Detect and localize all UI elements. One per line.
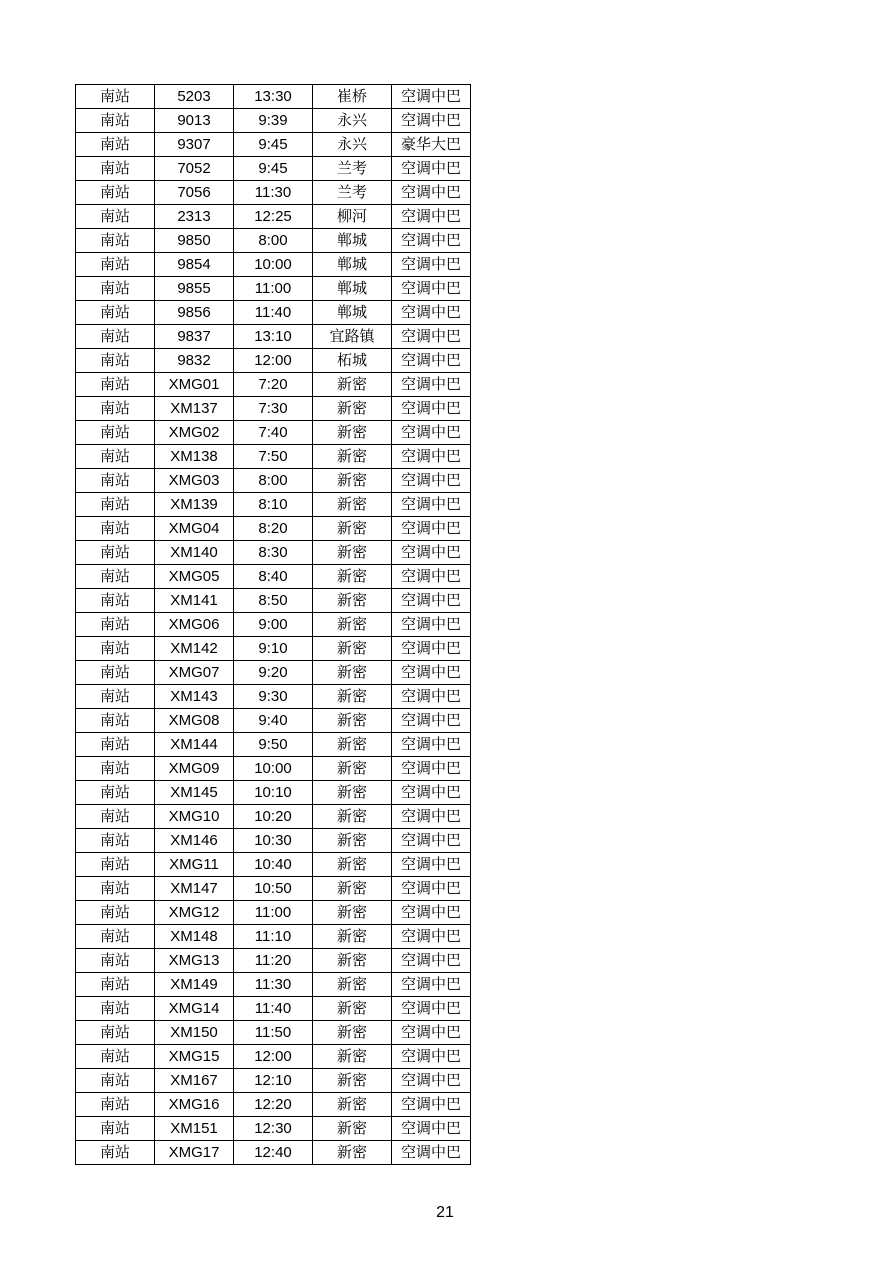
departure-time-cell: 8:10 (234, 493, 313, 517)
bus-type-cell: 空调中巴 (392, 805, 471, 829)
destination-cell: 新密 (313, 1117, 392, 1141)
destination-cell: 郸城 (313, 301, 392, 325)
departure-time-cell: 11:50 (234, 1021, 313, 1045)
bus-type-cell: 空调中巴 (392, 349, 471, 373)
destination-cell: 新密 (313, 733, 392, 757)
bus-number-cell: XM142 (155, 637, 234, 661)
bus-number-cell: XMG05 (155, 565, 234, 589)
destination-cell: 崔桥 (313, 85, 392, 109)
bus-type-cell: 空调中巴 (392, 157, 471, 181)
departure-time-cell: 11:40 (234, 301, 313, 325)
bus-number-cell: XM147 (155, 877, 234, 901)
bus-number-cell: 2313 (155, 205, 234, 229)
destination-cell: 新密 (313, 1045, 392, 1069)
table-row (76, 1021, 471, 1045)
destination-cell: 新密 (313, 829, 392, 853)
departure-time-cell: 9:45 (234, 133, 313, 157)
station-cell: 南站 (76, 661, 155, 685)
destination-cell: 新密 (313, 709, 392, 733)
table-row (76, 613, 471, 637)
bus-number-cell: XM141 (155, 589, 234, 613)
destination-cell: 新密 (313, 925, 392, 949)
bus-number-cell: 9837 (155, 325, 234, 349)
bus-number-cell: XMG12 (155, 901, 234, 925)
departure-time-cell: 11:10 (234, 925, 313, 949)
bus-type-cell: 空调中巴 (392, 253, 471, 277)
departure-time-cell: 9:00 (234, 613, 313, 637)
station-cell: 南站 (76, 397, 155, 421)
departure-time-cell: 8:00 (234, 469, 313, 493)
departure-time-cell: 7:40 (234, 421, 313, 445)
departure-time-cell: 9:50 (234, 733, 313, 757)
bus-number-cell: 9832 (155, 349, 234, 373)
bus-type-cell: 空调中巴 (392, 757, 471, 781)
bus-number-cell: XMG13 (155, 949, 234, 973)
table-row (76, 781, 471, 805)
table-row (76, 973, 471, 997)
bus-type-cell: 空调中巴 (392, 781, 471, 805)
destination-cell: 新密 (313, 757, 392, 781)
bus-number-cell: XM150 (155, 1021, 234, 1045)
station-cell: 南站 (76, 157, 155, 181)
departure-time-cell: 11:00 (234, 277, 313, 301)
table-row (76, 637, 471, 661)
table-row (76, 901, 471, 925)
station-cell: 南站 (76, 421, 155, 445)
table-row (76, 421, 471, 445)
station-cell: 南站 (76, 805, 155, 829)
bus-number-cell: 7052 (155, 157, 234, 181)
destination-cell: 宜路镇 (313, 325, 392, 349)
station-cell: 南站 (76, 1021, 155, 1045)
bus-type-cell: 空调中巴 (392, 469, 471, 493)
station-cell: 南站 (76, 205, 155, 229)
bus-number-cell: 5203 (155, 85, 234, 109)
bus-type-cell: 空调中巴 (392, 925, 471, 949)
table-row (76, 757, 471, 781)
departure-time-cell: 12:10 (234, 1069, 313, 1093)
destination-cell: 新密 (313, 781, 392, 805)
bus-number-cell: 9307 (155, 133, 234, 157)
bus-type-cell: 空调中巴 (392, 421, 471, 445)
destination-cell: 新密 (313, 397, 392, 421)
station-cell: 南站 (76, 1069, 155, 1093)
bus-type-cell: 空调中巴 (392, 205, 471, 229)
bus-number-cell: XMG14 (155, 997, 234, 1021)
destination-cell: 新密 (313, 949, 392, 973)
destination-cell: 兰考 (313, 157, 392, 181)
table-row (76, 541, 471, 565)
bus-type-cell: 空调中巴 (392, 733, 471, 757)
station-cell: 南站 (76, 733, 155, 757)
bus-type-cell: 空调中巴 (392, 229, 471, 253)
station-cell: 南站 (76, 901, 155, 925)
bus-number-cell: XMG17 (155, 1141, 234, 1165)
station-cell: 南站 (76, 277, 155, 301)
bus-number-cell: 9013 (155, 109, 234, 133)
destination-cell: 新密 (313, 517, 392, 541)
destination-cell: 郸城 (313, 277, 392, 301)
destination-cell: 新密 (313, 1141, 392, 1165)
station-cell: 南站 (76, 85, 155, 109)
destination-cell: 新密 (313, 685, 392, 709)
destination-cell: 新密 (313, 589, 392, 613)
bus-schedule-table (75, 84, 471, 1165)
station-cell: 南站 (76, 301, 155, 325)
station-cell: 南站 (76, 541, 155, 565)
departure-time-cell: 10:00 (234, 253, 313, 277)
bus-type-cell: 空调中巴 (392, 1069, 471, 1093)
station-cell: 南站 (76, 685, 155, 709)
departure-time-cell: 13:30 (234, 85, 313, 109)
table-row (76, 493, 471, 517)
bus-number-cell: XMG11 (155, 853, 234, 877)
destination-cell: 新密 (313, 1069, 392, 1093)
table-row (76, 1069, 471, 1093)
departure-time-cell: 13:10 (234, 325, 313, 349)
bus-type-cell: 空调中巴 (392, 445, 471, 469)
station-cell: 南站 (76, 253, 155, 277)
departure-time-cell: 11:30 (234, 181, 313, 205)
table-row (76, 853, 471, 877)
station-cell: 南站 (76, 181, 155, 205)
station-cell: 南站 (76, 997, 155, 1021)
station-cell: 南站 (76, 445, 155, 469)
bus-type-cell: 空调中巴 (392, 1021, 471, 1045)
bus-type-cell: 空调中巴 (392, 517, 471, 541)
bus-number-cell: XM143 (155, 685, 234, 709)
station-cell: 南站 (76, 925, 155, 949)
table-row (76, 349, 471, 373)
table-row (76, 685, 471, 709)
bus-type-cell: 空调中巴 (392, 637, 471, 661)
departure-time-cell: 7:50 (234, 445, 313, 469)
table-row (76, 445, 471, 469)
bus-type-cell: 空调中巴 (392, 1141, 471, 1165)
bus-type-cell: 空调中巴 (392, 973, 471, 997)
bus-number-cell: XM137 (155, 397, 234, 421)
station-cell: 南站 (76, 949, 155, 973)
destination-cell: 兰考 (313, 181, 392, 205)
table-row (76, 1141, 471, 1165)
departure-time-cell: 9:39 (234, 109, 313, 133)
departure-time-cell: 8:30 (234, 541, 313, 565)
destination-cell: 新密 (313, 853, 392, 877)
table-row (76, 661, 471, 685)
departure-time-cell: 9:30 (234, 685, 313, 709)
bus-type-cell: 空调中巴 (392, 277, 471, 301)
departure-time-cell: 11:40 (234, 997, 313, 1021)
table-row (76, 949, 471, 973)
table-row (76, 397, 471, 421)
station-cell: 南站 (76, 325, 155, 349)
departure-time-cell: 10:10 (234, 781, 313, 805)
bus-number-cell: XM146 (155, 829, 234, 853)
station-cell: 南站 (76, 349, 155, 373)
bus-number-cell: XM138 (155, 445, 234, 469)
bus-number-cell: XMG04 (155, 517, 234, 541)
bus-number-cell: 9856 (155, 301, 234, 325)
table-row (76, 709, 471, 733)
departure-time-cell: 9:45 (234, 157, 313, 181)
destination-cell: 新密 (313, 373, 392, 397)
bus-type-cell: 空调中巴 (392, 949, 471, 973)
destination-cell: 新密 (313, 469, 392, 493)
bus-number-cell: XMG01 (155, 373, 234, 397)
departure-time-cell: 7:20 (234, 373, 313, 397)
destination-cell: 新密 (313, 637, 392, 661)
bus-type-cell: 空调中巴 (392, 325, 471, 349)
bus-number-cell: XMG02 (155, 421, 234, 445)
destination-cell: 柳河 (313, 205, 392, 229)
destination-cell: 新密 (313, 1093, 392, 1117)
station-cell: 南站 (76, 853, 155, 877)
bus-type-cell: 空调中巴 (392, 709, 471, 733)
table-row (76, 1117, 471, 1141)
table-row (76, 133, 471, 157)
table-row (76, 229, 471, 253)
bus-number-cell: XMG16 (155, 1093, 234, 1117)
station-cell: 南站 (76, 637, 155, 661)
station-cell: 南站 (76, 493, 155, 517)
destination-cell: 新密 (313, 493, 392, 517)
destination-cell: 新密 (313, 661, 392, 685)
table-row (76, 1045, 471, 1069)
bus-schedule-body (76, 85, 471, 1165)
bus-number-cell: 9850 (155, 229, 234, 253)
departure-time-cell: 9:40 (234, 709, 313, 733)
table-row (76, 109, 471, 133)
bus-type-cell: 空调中巴 (392, 1093, 471, 1117)
departure-time-cell: 10:30 (234, 829, 313, 853)
station-cell: 南站 (76, 1045, 155, 1069)
departure-time-cell: 12:25 (234, 205, 313, 229)
table-row (76, 325, 471, 349)
bus-number-cell: XM139 (155, 493, 234, 517)
destination-cell: 新密 (313, 445, 392, 469)
bus-type-cell: 空调中巴 (392, 877, 471, 901)
bus-type-cell: 空调中巴 (392, 301, 471, 325)
table-row (76, 373, 471, 397)
destination-cell: 新密 (313, 541, 392, 565)
table-row (76, 877, 471, 901)
station-cell: 南站 (76, 565, 155, 589)
departure-time-cell: 10:20 (234, 805, 313, 829)
station-cell: 南站 (76, 517, 155, 541)
departure-time-cell: 11:20 (234, 949, 313, 973)
destination-cell: 郸城 (313, 229, 392, 253)
table-row (76, 85, 471, 109)
table-row (76, 925, 471, 949)
table-row (76, 589, 471, 613)
departure-time-cell: 11:00 (234, 901, 313, 925)
bus-number-cell: XM145 (155, 781, 234, 805)
table-row (76, 181, 471, 205)
destination-cell: 新密 (313, 421, 392, 445)
departure-time-cell: 8:00 (234, 229, 313, 253)
station-cell: 南站 (76, 109, 155, 133)
bus-type-cell: 空调中巴 (392, 1117, 471, 1141)
bus-type-cell: 空调中巴 (392, 829, 471, 853)
destination-cell: 郸城 (313, 253, 392, 277)
bus-type-cell: 空调中巴 (392, 685, 471, 709)
bus-number-cell: XM151 (155, 1117, 234, 1141)
bus-type-cell: 空调中巴 (392, 661, 471, 685)
bus-type-cell: 空调中巴 (392, 997, 471, 1021)
bus-type-cell: 空调中巴 (392, 181, 471, 205)
destination-cell: 柘城 (313, 349, 392, 373)
bus-type-cell: 空调中巴 (392, 109, 471, 133)
station-cell: 南站 (76, 613, 155, 637)
bus-number-cell: 9855 (155, 277, 234, 301)
table-row (76, 469, 471, 493)
destination-cell: 新密 (313, 1021, 392, 1045)
table-row (76, 1093, 471, 1117)
bus-number-cell: XM148 (155, 925, 234, 949)
bus-number-cell: XMG10 (155, 805, 234, 829)
station-cell: 南站 (76, 781, 155, 805)
departure-time-cell: 12:00 (234, 349, 313, 373)
station-cell: 南站 (76, 469, 155, 493)
station-cell: 南站 (76, 709, 155, 733)
station-cell: 南站 (76, 877, 155, 901)
table-row (76, 301, 471, 325)
destination-cell: 新密 (313, 565, 392, 589)
bus-type-cell: 空调中巴 (392, 565, 471, 589)
station-cell: 南站 (76, 229, 155, 253)
bus-type-cell: 空调中巴 (392, 493, 471, 517)
bus-number-cell: XM167 (155, 1069, 234, 1093)
bus-type-cell: 空调中巴 (392, 901, 471, 925)
station-cell: 南站 (76, 373, 155, 397)
table-row (76, 157, 471, 181)
destination-cell: 新密 (313, 877, 392, 901)
bus-type-cell: 空调中巴 (392, 541, 471, 565)
table-row (76, 277, 471, 301)
departure-time-cell: 7:30 (234, 397, 313, 421)
bus-number-cell: XM144 (155, 733, 234, 757)
table-row (76, 565, 471, 589)
station-cell: 南站 (76, 133, 155, 157)
bus-type-cell: 空调中巴 (392, 85, 471, 109)
page-number: 21 (436, 1204, 454, 1221)
bus-number-cell: XMG15 (155, 1045, 234, 1069)
station-cell: 南站 (76, 1093, 155, 1117)
departure-time-cell: 10:50 (234, 877, 313, 901)
bus-type-cell: 豪华大巴 (392, 133, 471, 157)
destination-cell: 新密 (313, 901, 392, 925)
destination-cell: 永兴 (313, 109, 392, 133)
departure-time-cell: 10:40 (234, 853, 313, 877)
departure-time-cell: 12:40 (234, 1141, 313, 1165)
bus-type-cell: 空调中巴 (392, 397, 471, 421)
station-cell: 南站 (76, 1117, 155, 1141)
table-row (76, 829, 471, 853)
bus-number-cell: XMG03 (155, 469, 234, 493)
departure-time-cell: 9:10 (234, 637, 313, 661)
departure-time-cell: 12:00 (234, 1045, 313, 1069)
station-cell: 南站 (76, 1141, 155, 1165)
table-row (76, 205, 471, 229)
departure-time-cell: 12:30 (234, 1117, 313, 1141)
table-row (76, 253, 471, 277)
departure-time-cell: 8:50 (234, 589, 313, 613)
bus-number-cell: XMG08 (155, 709, 234, 733)
destination-cell: 永兴 (313, 133, 392, 157)
departure-time-cell: 10:00 (234, 757, 313, 781)
bus-type-cell: 空调中巴 (392, 853, 471, 877)
bus-number-cell: XM149 (155, 973, 234, 997)
station-cell: 南站 (76, 757, 155, 781)
bus-number-cell: XM140 (155, 541, 234, 565)
table-row (76, 733, 471, 757)
departure-time-cell: 8:20 (234, 517, 313, 541)
bus-number-cell: 9854 (155, 253, 234, 277)
destination-cell: 新密 (313, 997, 392, 1021)
station-cell: 南站 (76, 829, 155, 853)
bus-number-cell: XMG07 (155, 661, 234, 685)
station-cell: 南站 (76, 589, 155, 613)
bus-number-cell: XMG06 (155, 613, 234, 637)
bus-number-cell: XMG09 (155, 757, 234, 781)
bus-number-cell: 7056 (155, 181, 234, 205)
table-row (76, 997, 471, 1021)
table-row (76, 517, 471, 541)
destination-cell: 新密 (313, 805, 392, 829)
destination-cell: 新密 (313, 613, 392, 637)
bus-type-cell: 空调中巴 (392, 613, 471, 637)
departure-time-cell: 8:40 (234, 565, 313, 589)
departure-time-cell: 11:30 (234, 973, 313, 997)
departure-time-cell: 12:20 (234, 1093, 313, 1117)
destination-cell: 新密 (313, 973, 392, 997)
table-row (76, 805, 471, 829)
bus-type-cell: 空调中巴 (392, 1045, 471, 1069)
bus-type-cell: 空调中巴 (392, 373, 471, 397)
bus-type-cell: 空调中巴 (392, 589, 471, 613)
departure-time-cell: 9:20 (234, 661, 313, 685)
station-cell: 南站 (76, 973, 155, 997)
